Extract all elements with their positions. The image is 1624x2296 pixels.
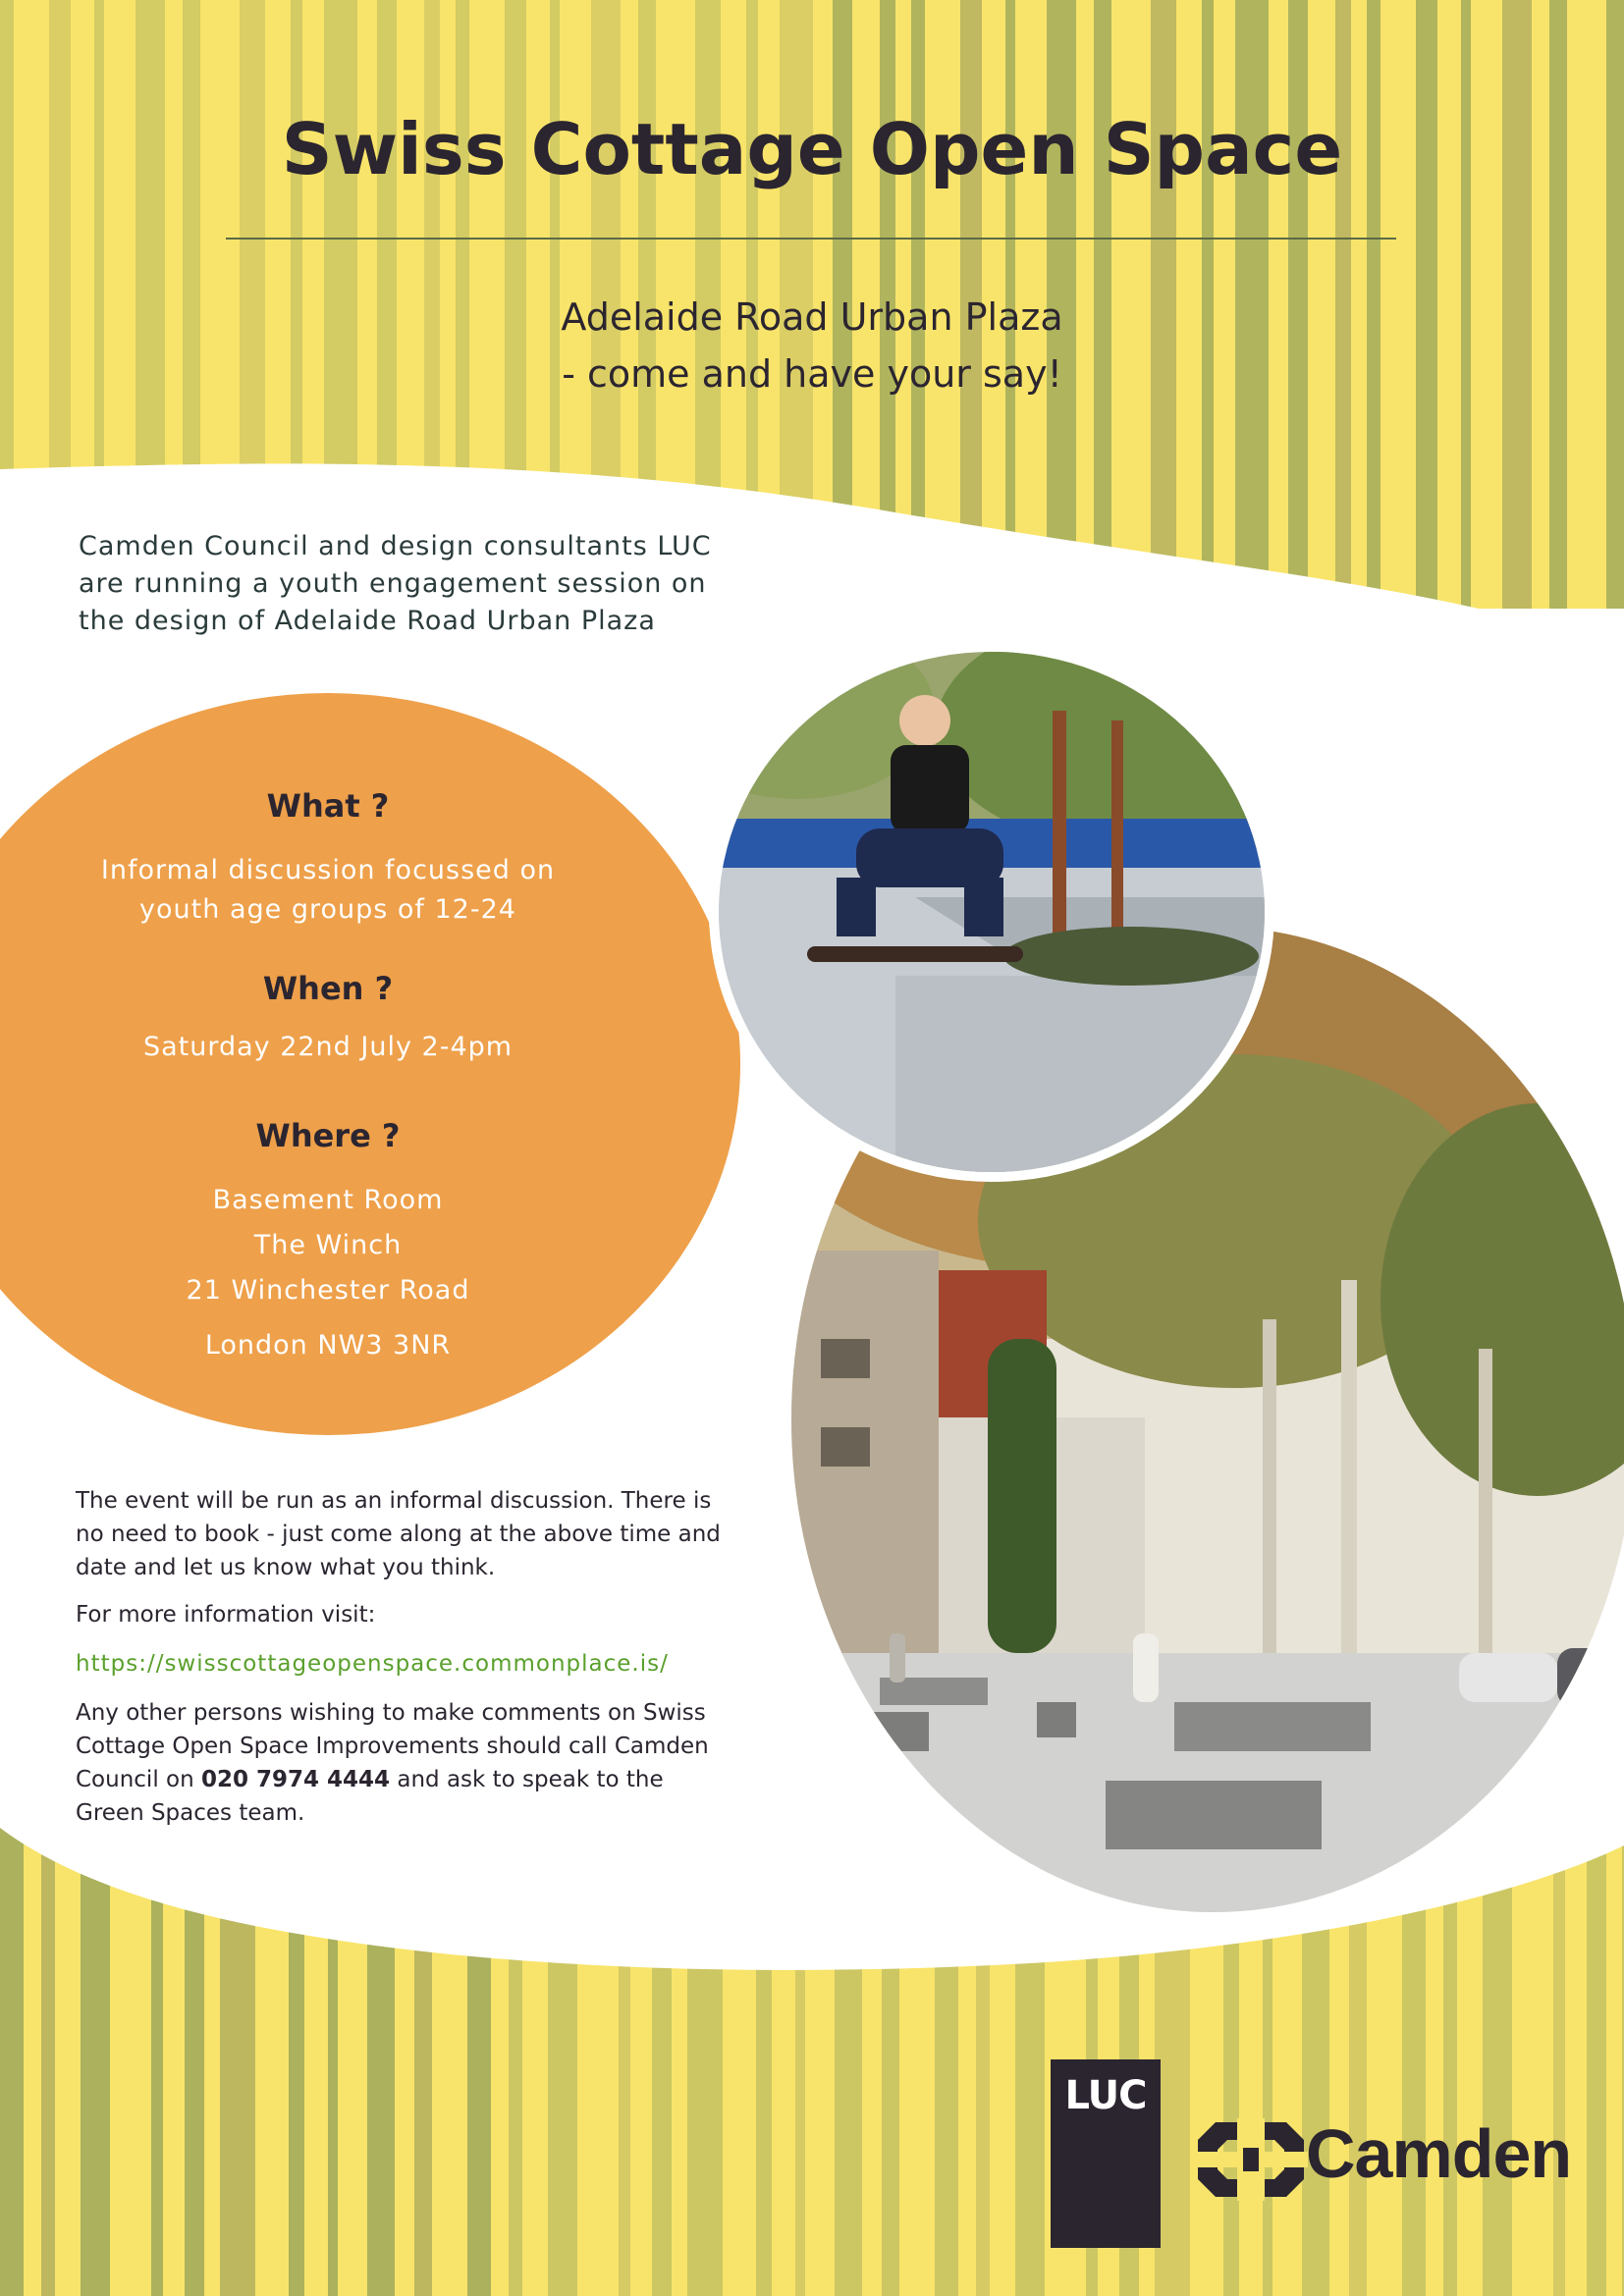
intro-line-1: Camden Council and design consultants LUC <box>79 531 712 561</box>
when-text: Saturday 22nd July 2-4pm <box>142 1032 514 1062</box>
info-label: For more information visit: <box>76 1602 376 1628</box>
where-line-3: 21 Winchester Road <box>186 1275 470 1306</box>
luc-logo-text: LUC <box>1064 2073 1147 2118</box>
comments-line-3 <box>76 1763 724 1796</box>
what-line-1: Informal discussion focussed on <box>100 855 556 885</box>
intro-paragraph <box>79 528 746 640</box>
intro-line-2: are running a youth engagement session on <box>79 568 707 599</box>
skateboarder-photo <box>719 652 1265 1172</box>
where-line-2: The Winch <box>253 1230 403 1260</box>
where-line-1: Basement Room <box>212 1185 444 1215</box>
camden-logo-icon <box>1194 2118 1308 2201</box>
event-paragraph <box>76 1484 724 1584</box>
camden-logo-text: Camden <box>1306 2115 1572 2192</box>
title-divider <box>226 238 1396 240</box>
when-heading: When ? <box>262 970 394 1007</box>
where-heading: Where ? <box>255 1117 401 1154</box>
comments-paragraph <box>76 1696 724 1830</box>
event-line-2: no need to book - just come along at the above time and <box>76 1522 721 1547</box>
subtitle-line-2: - come and have your say! <box>562 352 1062 396</box>
what-heading: What ? <box>266 787 390 825</box>
page-title: Swiss Cottage Open Space <box>281 108 1343 190</box>
event-line-3: date and let us know what you think. <box>76 1555 496 1580</box>
comments-line-2: Cottage Open Space Improvements should call Camden <box>76 1734 709 1759</box>
subtitle <box>0 289 1624 402</box>
where-line-4: London NW3 3NR <box>204 1330 452 1361</box>
event-line-1: The event will be run as an informal discussion. There is <box>76 1488 712 1514</box>
what-line-2: youth age groups of 12-24 <box>139 894 516 925</box>
intro-line-3: the design of Adelaide Road Urban Plaza <box>79 606 656 636</box>
comments-line-1: Any other persons wishing to make comments on Swiss <box>76 1700 706 1726</box>
comments-line-3a: Council on <box>76 1767 201 1792</box>
comments-line-4: Green Spaces team. <box>76 1800 305 1826</box>
comments-line-3b: and ask to speak to the <box>390 1767 664 1792</box>
phone-number: 020 7974 4444 <box>200 1767 391 1792</box>
luc-logo <box>1051 2059 1161 2248</box>
info-link[interactable]: https://swisscottageopenspace.commonplace.is/ <box>76 1651 669 1677</box>
subtitle-line-1: Adelaide Road Urban Plaza <box>561 295 1063 339</box>
